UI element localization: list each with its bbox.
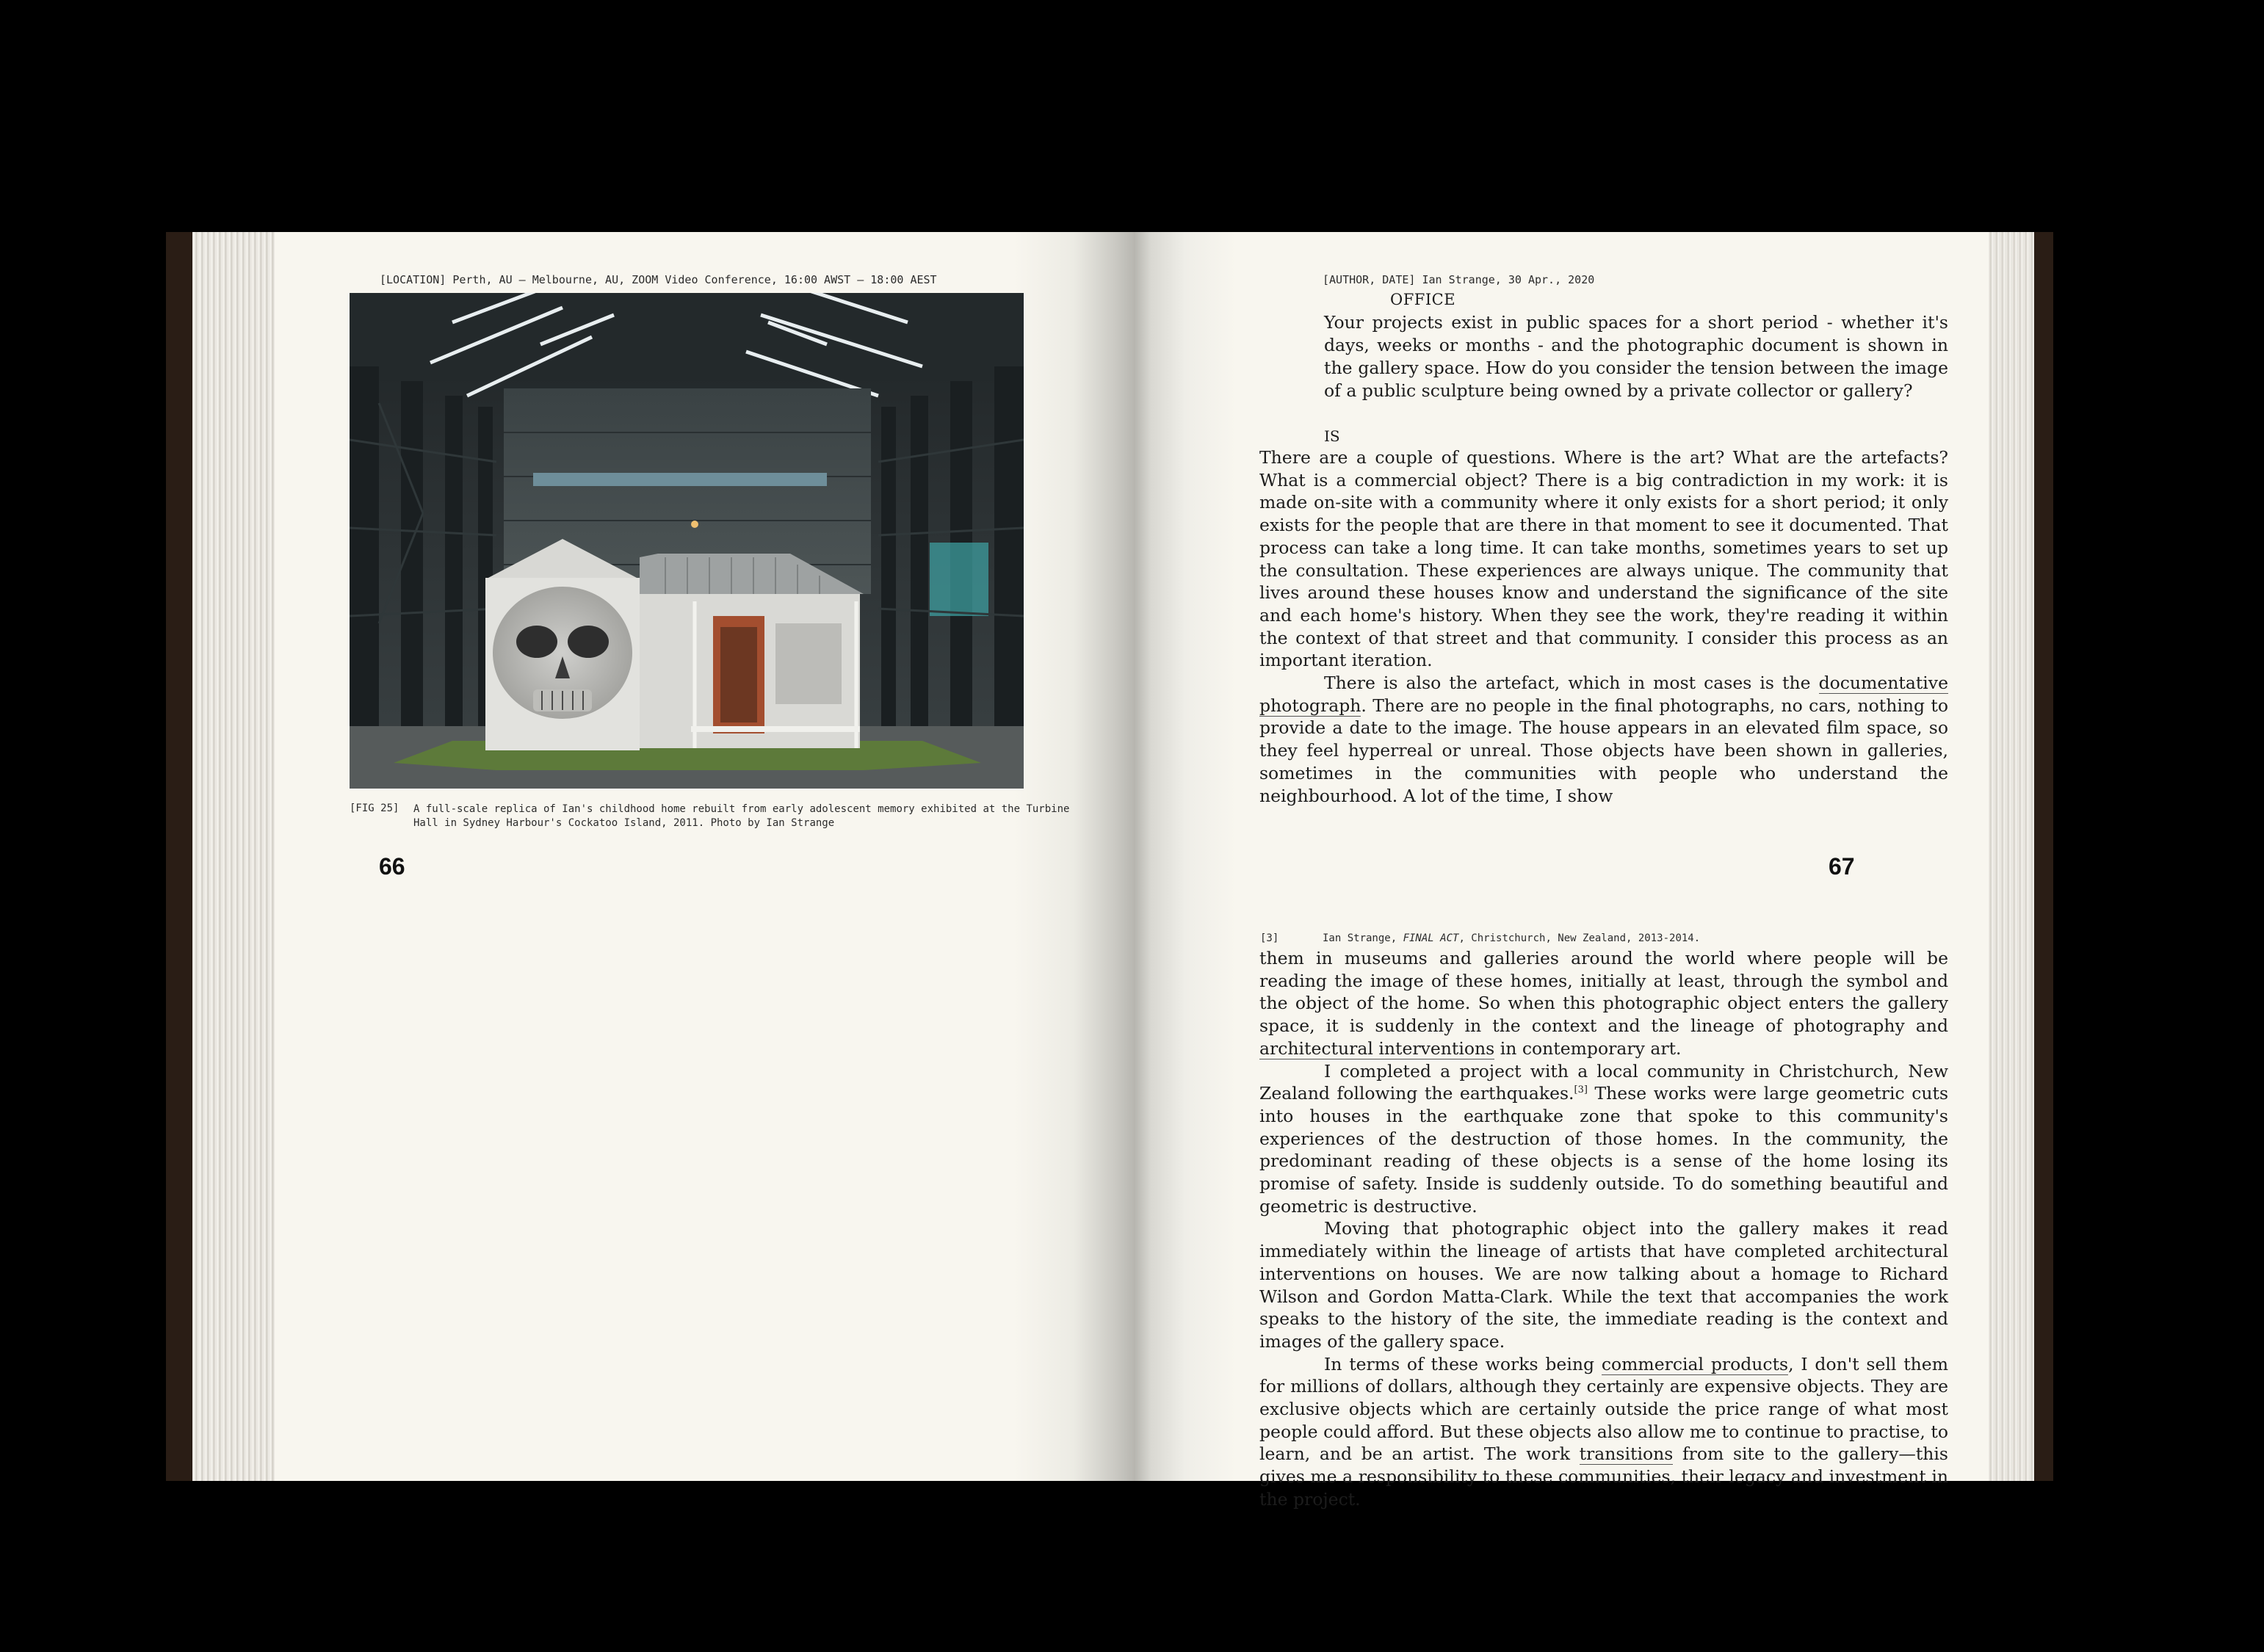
footnote-title: FINAL ACT xyxy=(1403,932,1459,944)
p6-text-b: , I don't sell them for millions of dollars, although they certainly are expensive objects. They are exclusive objects which are certainly outside the price range of what most people could afford. But these objects also allow me to continue to practise, to learn, and be an artist. The work xyxy=(1259,1353,1948,1465)
p3-text-b: in contemporary art. xyxy=(1494,1037,1682,1059)
p6-text-a: In terms of these works being xyxy=(1324,1353,1602,1374)
left-running-header: [LOCATION] Perth, AU — Melbourne, AU, ZOOM Video Conference, 16:00 AWST — 18:00 AEST xyxy=(380,273,937,286)
right-running-header: [AUTHOR, DATE] Ian Strange, 30 Apr., 2020 xyxy=(1323,273,1595,286)
page-edges-right xyxy=(1989,232,2034,1481)
link-architectural-interventions[interactable]: architectural interventions xyxy=(1259,1037,1495,1059)
footnote-part-a: Ian Strange, xyxy=(1323,932,1403,944)
p4-text-a: I completed a project with a local community in Christchurch, New Zealand following the earthquakes. xyxy=(1259,1060,1948,1104)
p2-text-b: . There are no people in the final photographs, no cars, nothing to provide a date to the image. The house appears in an elevated film space, so they feel hyperreal or unreal. Those objects have been shown in galleries, sometimes in the communities with people who understand the neighbourhood. A lot of the time, I show xyxy=(1259,695,1948,806)
footnote-text xyxy=(1323,932,1700,944)
p3-text-a: them in museums and galleries around the world where people will be reading the image of these homes, initially at least, through the symbol and the object of the home. So when this photographic object enters the gallery space, it is suddenly in the context and the lineage of photography and xyxy=(1259,948,1948,1037)
link-documentative-photograph[interactable]: documentative photograph xyxy=(1259,673,1948,716)
page-number-left: 66 xyxy=(379,853,405,880)
p6-text-c: from site to the gallery—this gives me a responsibility to these communities, their legacy and investment in the project. xyxy=(1259,1443,1948,1510)
footnote-reference[interactable]: [3] xyxy=(1574,1084,1588,1096)
figure-caption: A full-scale replica of Ian's childhood home rebuilt from early adolescent memory exhibited at the Turbine Hall in Sydney Harbour's Cockatoo Island, 2011. Photo by Ian Strange xyxy=(413,803,1070,829)
page-edges-left xyxy=(192,232,275,1481)
link-transitions[interactable]: transitions xyxy=(1579,1443,1674,1465)
figure-label: [FIG 25] xyxy=(350,803,399,814)
paragraph-1: There are a couple of questions. Where is the art? What are the artefacts? What is a commercial object? There is a big contradiction in my work: it is made on-site with a community where it only exists for a short period; it only exists for the people that are there in that moment to see it documented. That process can take a long time. It can take months, sometimes years to set up the consultation. These experiences are always unique. The community that lives around these houses know and understand the significance of the site and each home's history. When they see the work, they're reading it within the context of that street and that community. I consider this process as an important iteration. xyxy=(1259,447,1948,671)
footnote-part-b: , Christchurch, New Zealand, 2013-2014. xyxy=(1458,932,1701,944)
paragraph-5: Moving that photographic object into the gallery makes it read immediately within the lineage of artists that have completed architectural interventions on houses. We are now talking about a homage to Richard Wilson and Gordon Matta-Clark. While the text that accompanies the work speaks to the history of the site, the immediate reading is the context and images of the gallery space. xyxy=(1259,1218,1948,1352)
paragraph-4 xyxy=(1259,1060,1948,1218)
interview-question: Your projects exist in public spaces for a short period - whether it's days, weeks or months - and the photographic document is shown in the gallery space. How do you consider the tension between the image of a public sculpture being owned by a private collector or gallery? xyxy=(1324,312,1948,401)
paragraph-6 xyxy=(1259,1353,1948,1511)
speaker-is: IS xyxy=(1324,427,1340,445)
answer-text-lower xyxy=(1259,947,1948,1511)
p4-text-b: These works were large geometric cuts into houses in the earthquake zone that spoke to this community's experiences of the destruction of those homes. In the community, the predominant reading of these objects is a sense of the home losing its promise of safety. Inside is suddenly outside. To do something beautiful and geometric is destructive. xyxy=(1259,1083,1949,1217)
page-number-right: 67 xyxy=(1829,853,1855,880)
p2-text-a: There is also the artefact, which in most cases is the xyxy=(1324,673,1819,694)
warehouse-house-photo xyxy=(350,293,1024,789)
paragraph-3 xyxy=(1259,947,1948,1060)
paragraph-2 xyxy=(1259,672,1948,807)
footnote-number: [3] xyxy=(1260,932,1279,944)
speaker-office: OFFICE xyxy=(1390,291,1456,308)
answer-text-upper xyxy=(1259,446,1948,807)
link-commercial-products[interactable]: commercial products xyxy=(1601,1353,1789,1374)
figure-photo xyxy=(350,293,1024,789)
